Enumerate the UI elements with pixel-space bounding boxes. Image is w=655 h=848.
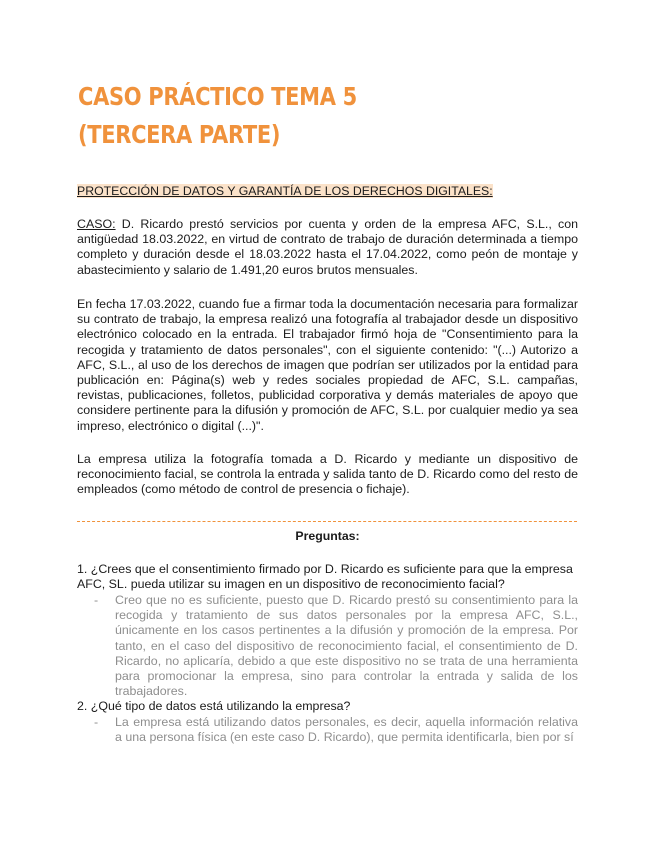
document-title: [78, 78, 357, 154]
answer-2-text: La empresa está utilizando datos personales, es decir, aquella información relativa a una persona física (en este caso D. Ricardo), que permita identificarla, bien por sí: [115, 715, 578, 745]
paragraph-2: En fecha 17.03.2022, cuando fue a firmar toda la documentación necesaria para formalizar su contrato de trabajo, la empresa realizó una fotografía al trabajador desde un dispositivo electrónico colocado en la entrada. El trabajador firmó hoja de "Consentimiento para la recogida y tratamiento de datos personales", con el siguiente contenido: "(...) Autorizo a AFC, S.L., al uso de los derechos de imagen que podrían ser utilizados por la entidad para publicación en: Página(s) web y redes sociales propiedad de AFC, S.L. campañas, revistas, publicaciones, folletos, publicidad corporativa y demás materiales de apoyo que considere pertinente para la difusión y promoción de AFC, S.L. por cualquier medio ya sea impreso, electrónico o digital (...)".: [77, 297, 578, 433]
caso-paragraph: [77, 217, 578, 278]
caso-text: D. Ricardo prestó servicios por cuenta y orden de la empresa AFC, S.L., con antigüedad 18.03.2022, en virtud de contrato de trabajo de duración determinada a tiempo completo y duración desde el 18.03.2022 hasta el 17.04.2022, como peón de montaje y abastecimiento y salario de 1.491,20 euros brutos mensuales.: [77, 217, 578, 277]
question-2: 2. ¿Qué tipo de datos está utilizando la empresa?: [77, 699, 351, 713]
answer-1: [95, 593, 578, 699]
answer-1-text: Creo que no es suficiente, puesto que D. Ricardo prestó su consentimiento para la recogida y tratamiento de sus datos personales por la empresa AFC, S.L., únicamente en los casos pertinentes a la difusión y promoción de la empresa. Por tanto, en el caso del dispositivo de reconocimiento facial, el consentimiento de D. Ricardo, no aplicaría, debido a que este dispositivo no se trata de una herramienta para promocionar la empresa, sino para controlar la entrada y salida de los trabajadores.: [115, 593, 578, 699]
question-1: 1. ¿Crees que el consentimiento firmado por D. Ricardo es suficiente para que la empresa AFC, SL. pueda utilizar su imagen en un dispositivo de reconocimiento facial?: [77, 562, 573, 592]
preguntas-heading: Preguntas:: [295, 529, 360, 543]
answer-2: [95, 715, 578, 745]
title-line-2: (TERCERA PARTE): [78, 120, 281, 149]
answer-1-bullet: -: [94, 593, 99, 607]
section-heading: PROTECCIÓN DE DATOS Y GARANTÍA DE LOS DERECHOS DIGITALES:: [77, 184, 493, 198]
title-line-1: CASO PRÁCTICO TEMA 5: [78, 82, 357, 111]
dashed-divider: [77, 521, 577, 522]
answer-2-bullet: -: [94, 715, 99, 729]
paragraph-3: La empresa utiliza la fotografía tomada a D. Ricardo y mediante un dispositivo de reconocimiento facial, se controla la entrada y salida tanto de D. Ricardo como del resto de empleados (como método de control de presencia o fichaje).: [77, 452, 578, 497]
caso-label: CASO:: [77, 217, 116, 231]
